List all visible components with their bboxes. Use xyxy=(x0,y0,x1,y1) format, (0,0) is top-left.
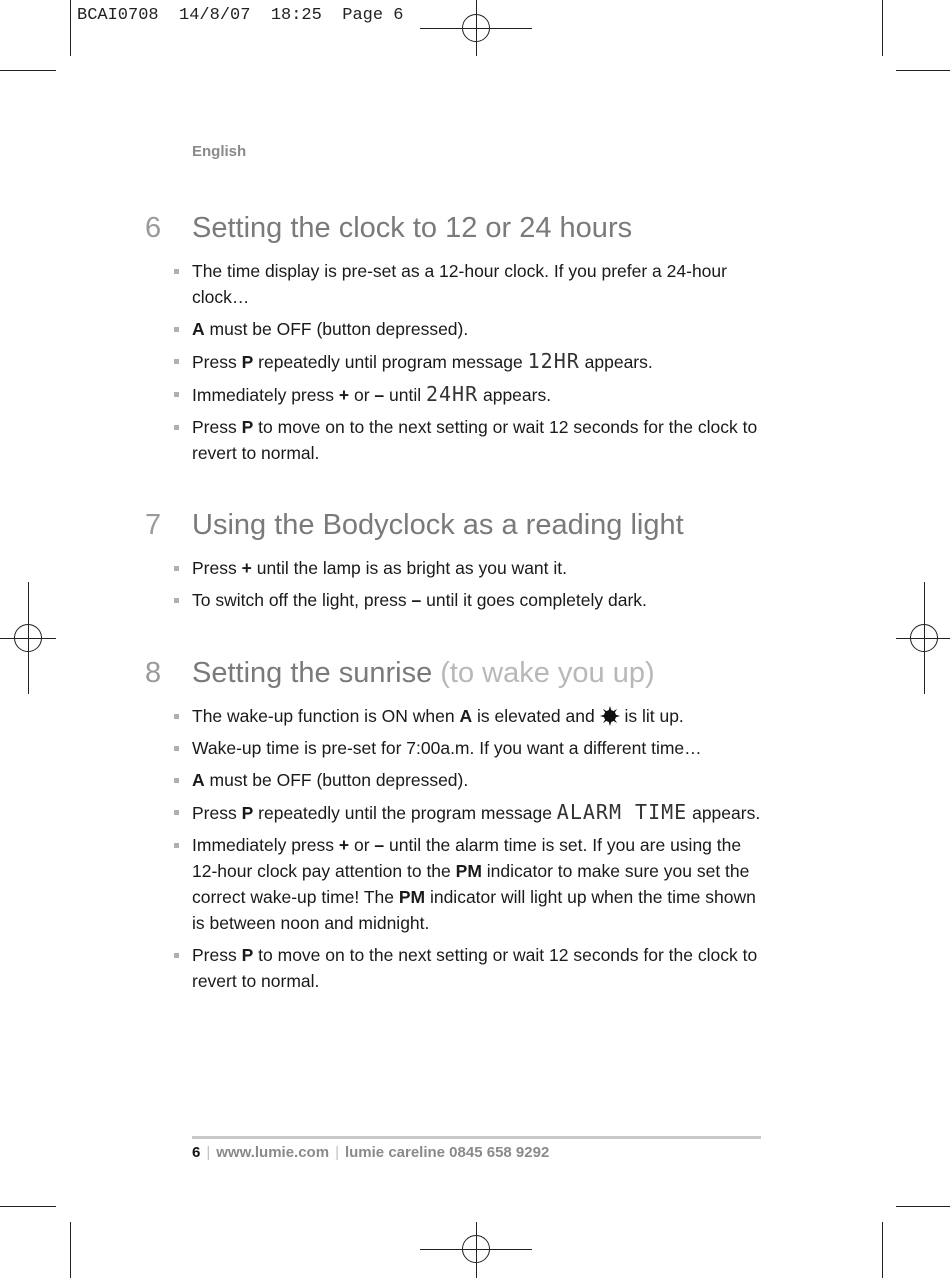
section-heading xyxy=(145,653,785,697)
section-subtitle: (to wake you up) xyxy=(440,657,655,689)
section-heading xyxy=(145,208,785,252)
list-item: The time display is pre-set as a 12-hour clock. If you prefer a 24-hour clock… xyxy=(145,258,767,310)
list-item: Press P repeatedly until the program message ALARM TIME appears. xyxy=(145,799,767,826)
section-title: Setting the clock to 12 or 24 hours xyxy=(192,212,633,244)
list-item: Immediately press + or – until 24HR appears. xyxy=(145,381,767,408)
language-label: English xyxy=(192,143,247,160)
list-item: Wake-up time is pre-set for 7:00a.m. If you want a different time… xyxy=(145,735,767,761)
footer-separator: | xyxy=(206,1144,211,1161)
lcd-message: 24HR xyxy=(425,382,479,406)
website-link[interactable]: www.lumie.com xyxy=(216,1144,330,1161)
section-title: Using the Bodyclock as a reading light xyxy=(192,509,684,541)
bullet-list xyxy=(145,555,785,613)
section-heading xyxy=(145,505,785,549)
bullet-list xyxy=(145,703,785,994)
list-item: To switch off the light, press – until it goes completely dark. xyxy=(145,587,767,613)
list-item: Immediately press + or – until the alarm time is set. If you are using the 12-hour clock pay attention to the PM indicator to make sure you set the correct wake-up time! The PM indicator will light up when the time shown is between noon and midnight. xyxy=(145,832,767,936)
list-item: Press + until the lamp is as bright as you want it. xyxy=(145,555,767,581)
list-item: Press P to move on to the next setting or wait 12 seconds for the clock to revert to normal. xyxy=(145,414,767,466)
list-item: A must be OFF (button depressed). xyxy=(145,767,767,793)
page-footer xyxy=(192,1144,549,1161)
page-number: 6 xyxy=(192,1144,201,1161)
lcd-message: ALARM TIME xyxy=(556,800,688,824)
section-number: 6 xyxy=(145,212,162,244)
list-item: Press P to move on to the next setting or wait 12 seconds for the clock to revert to normal. xyxy=(145,942,767,994)
section-6 xyxy=(145,208,785,466)
section-title: Setting the sunrise (to wake you up) xyxy=(192,657,655,689)
careline-text: lumie careline 0845 658 9292 xyxy=(344,1144,550,1161)
section-number: 7 xyxy=(145,509,162,541)
printer-slug: BCAI0708 14/8/07 18:25 Page 6 xyxy=(77,6,404,25)
list-item: The wake-up function is ON when A is elevated and is lit up. xyxy=(145,703,767,729)
section-8 xyxy=(145,653,785,994)
section-number: 8 xyxy=(145,657,162,689)
bullet-list xyxy=(145,258,785,466)
list-item: Press P repeatedly until program message 12HR appears. xyxy=(145,348,767,375)
lcd-message: 12HR xyxy=(527,349,580,373)
section-7 xyxy=(145,505,785,613)
footer-rule xyxy=(192,1136,761,1139)
footer-separator: | xyxy=(335,1144,339,1161)
sun-icon xyxy=(600,706,620,726)
list-item: A must be OFF (button depressed). xyxy=(145,316,767,342)
